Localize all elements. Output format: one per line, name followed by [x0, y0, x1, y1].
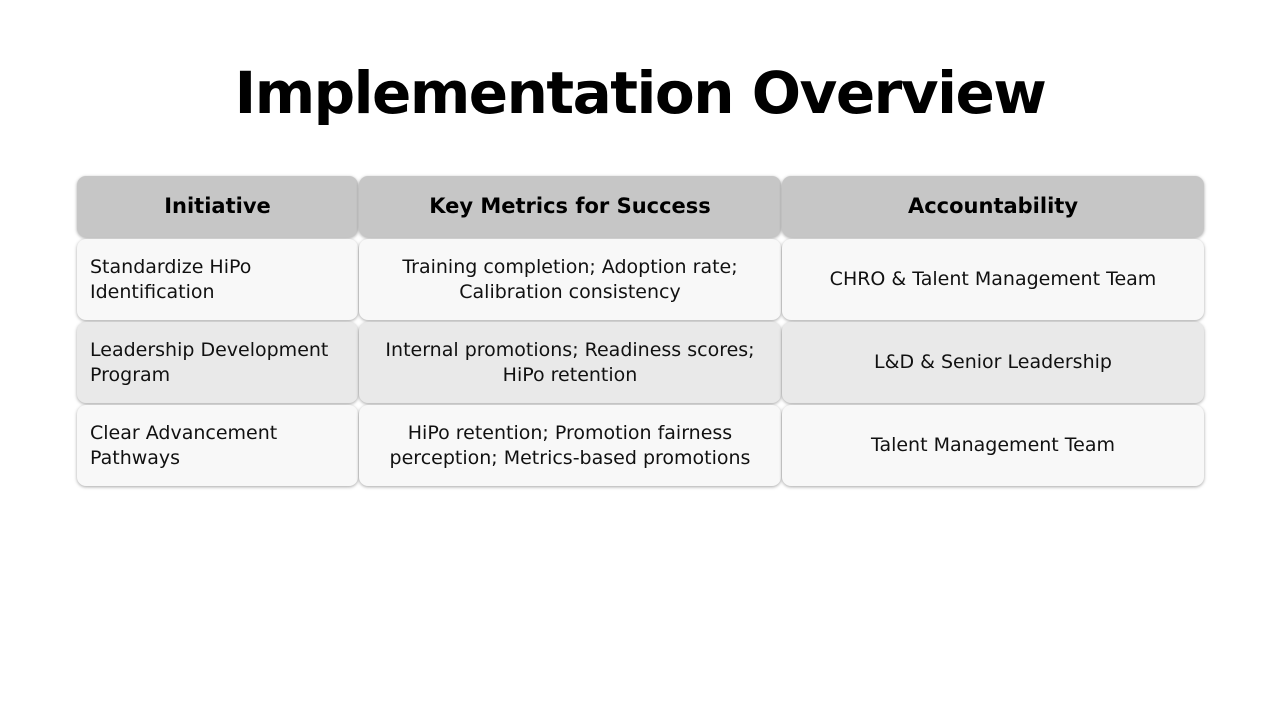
accountability-cell: Talent Management Team: [782, 405, 1204, 486]
initiative-cell: Leadership Development Program: [77, 322, 358, 403]
implementation-table: [77, 176, 1204, 488]
accountability-cell: L&D & Senior Leadership: [782, 322, 1204, 403]
column-header-initiative: Initiative: [77, 176, 358, 237]
column-header-key-metrics: Key Metrics for Success: [359, 176, 781, 237]
column-header-accountability: Accountability: [782, 176, 1204, 237]
metrics-cell: HiPo retention; Promotion fairness perception; Metrics-based promotions: [359, 405, 781, 486]
table-header-row: [77, 176, 1204, 237]
metrics-cell: Internal promotions; Readiness scores; HiPo retention: [359, 322, 781, 403]
accountability-cell: CHRO & Talent Management Team: [782, 239, 1204, 320]
table-row: [77, 322, 1204, 403]
metrics-cell: Training completion; Adoption rate; Calibration consistency: [359, 239, 781, 320]
page-title: Implementation Overview: [234, 59, 1046, 127]
table-row: [77, 405, 1204, 486]
table-row: [77, 239, 1204, 320]
initiative-cell: Clear Advancement Pathways: [77, 405, 358, 486]
initiative-cell: Standardize HiPo Identification: [77, 239, 358, 320]
